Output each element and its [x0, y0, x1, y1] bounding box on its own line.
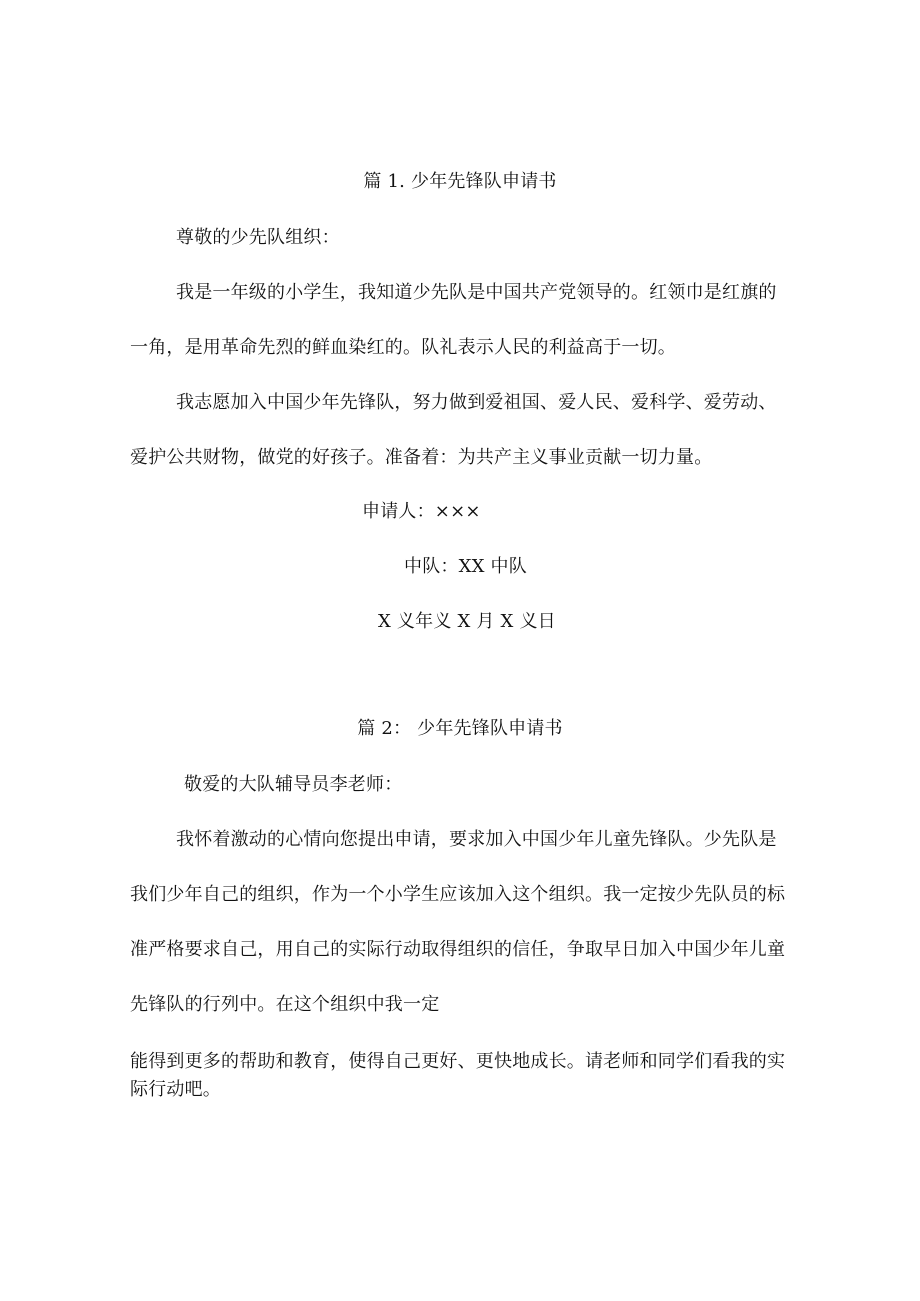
article2-salutation: 敬爱的大队辅导员李老师：	[184, 774, 403, 795]
article2-paragraph1-line3: 准严格要求自己，用自己的实际行动取得组织的信任，争取早日加入中国少年儿童	[130, 939, 786, 960]
article1-date: X 义年义 X 月 X 义日	[378, 611, 556, 632]
article2-paragraph2-line2: 际行动吧。	[130, 1079, 221, 1100]
article2-paragraph1-line1: 我怀着激动的心情向您提出申请，要求加入中国少年儿童先锋队。少先队是	[176, 829, 777, 850]
article2-paragraph1-line4: 先锋队的行列中。在这个组织中我一定	[130, 994, 440, 1015]
article2-title: 篇 2： 少年先锋队申请书	[357, 718, 563, 739]
article1-paragraph2-line1: 我志愿加入中国少年先锋队，努力做到爱祖国、爱人民、爱科学、爱劳动、	[176, 392, 777, 413]
article1-salutation: 尊敬的少先队组织：	[176, 227, 340, 248]
article2-paragraph2-line1: 能得到更多的帮助和教育，使得自己更好、更快地成长。请老师和同学们看我的实	[130, 1051, 786, 1072]
article1-paragraph1-line2: 一角，是用革命先烈的鲜血染红的。队礼表示人民的利益高于一切。	[130, 337, 676, 358]
article1-paragraph2-line2: 爱护公共财物，做党的好孩子。准备着：为共产主义事业贡献一切力量。	[130, 447, 713, 468]
article1-squad: 中队：XX 中队	[404, 556, 527, 577]
article1-applicant: 申请人：×××	[362, 501, 481, 522]
article1-title: 篇 1. 少年先锋队申请书	[363, 171, 557, 192]
article1-paragraph1-line1: 我是一年级的小学生，我知道少先队是中国共产党领导的。红领巾是红旗的	[176, 282, 777, 303]
article2-paragraph1-line2: 我们少年自己的组织，作为一个小学生应该加入这个组织。我一定按少先队员的标	[130, 884, 786, 905]
